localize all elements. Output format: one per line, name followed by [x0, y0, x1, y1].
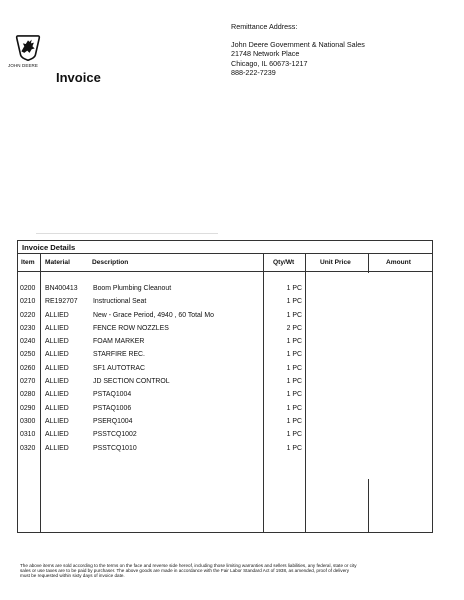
row-qty: 1 PC	[286, 404, 302, 412]
remittance-line: Chicago, IL 60673-1217	[231, 58, 308, 68]
table-row	[18, 378, 432, 391]
row-qty: 1 PC	[286, 378, 302, 386]
row-description: PSERQ1004	[93, 417, 133, 425]
row-description: PSTAQ1006	[93, 404, 132, 412]
row-item: 0240	[20, 338, 36, 346]
row-qty: 1 PC	[286, 444, 302, 452]
table-row	[18, 312, 432, 325]
table-row	[18, 391, 432, 404]
row-material: ALLIED	[45, 431, 69, 439]
row-qty: 1 PC	[286, 338, 302, 346]
row-description: New - Grace Period, 4940 , 60 Total Mo	[93, 311, 214, 319]
remittance-line: 888-222-7239	[231, 67, 276, 77]
column-divider	[368, 254, 369, 273]
row-item: 0310	[20, 431, 36, 439]
column-header-amount: Amount	[386, 259, 411, 266]
row-qty: 1 PC	[286, 431, 302, 439]
remittance-label: Remittance Address:	[231, 22, 298, 31]
table-row	[18, 431, 432, 444]
row-item: 0200	[20, 285, 36, 292]
column-header-material: Material	[45, 259, 70, 266]
row-material: ALLIED	[45, 364, 69, 372]
row-description: PSSTCQ1002	[93, 431, 137, 439]
table-row	[18, 418, 432, 431]
row-qty: 1 PC	[286, 417, 302, 425]
row-material: BN400413	[45, 285, 78, 292]
row-qty: 1 PC	[286, 351, 302, 359]
row-material: ALLIED	[45, 324, 69, 332]
row-material: ALLIED	[45, 378, 69, 386]
table-row	[18, 325, 432, 338]
remittance-address	[231, 22, 365, 77]
row-material: ALLIED	[45, 444, 69, 452]
row-material: ALLIED	[45, 404, 69, 412]
remittance-line: 21748 Network Place	[231, 49, 300, 59]
company-logo	[8, 33, 48, 68]
row-item: 0210	[20, 298, 36, 306]
table-row	[18, 338, 432, 351]
row-material: ALLIED	[45, 338, 69, 346]
table-row	[18, 351, 432, 364]
divider	[36, 233, 218, 234]
row-qty: 1 PC	[286, 298, 302, 306]
terms-footer: The above items are sold according to the terms on the face and reverse side hereof, including those limiting warranties and sellers liabilities, any federal, state or city sales or use taxes are to be paid by purchaser. The above goods are made in accordance with the Fair Labor Standard Act of 1938, as amended, proof of delivery must be requested within sixty days of invoice date.	[20, 563, 357, 579]
section-title: Invoice Details	[18, 241, 432, 254]
row-description: PSSTCQ1010	[93, 444, 137, 452]
row-qty: 1 PC	[286, 391, 302, 399]
row-description: JD SECTION CONTROL	[93, 378, 170, 386]
column-header-unit-price: Unit Price	[320, 259, 351, 266]
row-item: 0320	[20, 444, 36, 452]
row-description: STARFIRE REC.	[93, 351, 145, 359]
line-items	[18, 285, 432, 458]
page-title: Invoice	[56, 70, 101, 85]
invoice-details-table	[17, 240, 433, 533]
column-header-row	[18, 254, 432, 272]
row-qty: 1 PC	[286, 285, 302, 292]
table-row	[18, 298, 432, 311]
row-material: ALLIED	[45, 391, 69, 399]
row-description: FOAM MARKER	[93, 338, 145, 346]
row-qty: 1 PC	[286, 364, 302, 372]
row-item: 0220	[20, 311, 36, 319]
column-header-qty: Qty/Wt	[273, 259, 295, 266]
table-row	[18, 365, 432, 378]
column-header-item: Item	[21, 259, 35, 266]
row-material: ALLIED	[45, 311, 69, 319]
deer-icon	[13, 33, 43, 61]
row-item: 0290	[20, 404, 36, 412]
table-row	[18, 405, 432, 418]
table-row	[18, 285, 432, 298]
table-row	[18, 445, 432, 458]
row-item: 0270	[20, 378, 36, 386]
row-item: 0300	[20, 417, 36, 425]
row-material: RE192707	[45, 298, 78, 306]
column-divider	[368, 479, 369, 533]
logo-text: JOHN DEERE	[8, 63, 39, 68]
row-item: 0260	[20, 364, 36, 372]
row-description: SF1 AUTOTRAC	[93, 364, 145, 372]
row-item: 0250	[20, 351, 36, 359]
remittance-line: John Deere Government & National Sales	[231, 40, 365, 50]
row-item: 0230	[20, 324, 36, 332]
row-item: 0280	[20, 391, 36, 399]
row-description: Boom Plumbing Cleanout	[93, 285, 172, 292]
row-material: ALLIED	[45, 417, 69, 425]
row-qty: 2 PC	[286, 324, 302, 332]
row-description: Instructional Seat	[93, 298, 147, 306]
row-description: FENCE ROW NOZZLES	[93, 324, 169, 332]
row-description: PSTAQ1004	[93, 391, 132, 399]
row-qty: 1 PC	[286, 311, 302, 319]
row-material: ALLIED	[45, 351, 69, 359]
column-header-description: Description	[92, 259, 129, 266]
